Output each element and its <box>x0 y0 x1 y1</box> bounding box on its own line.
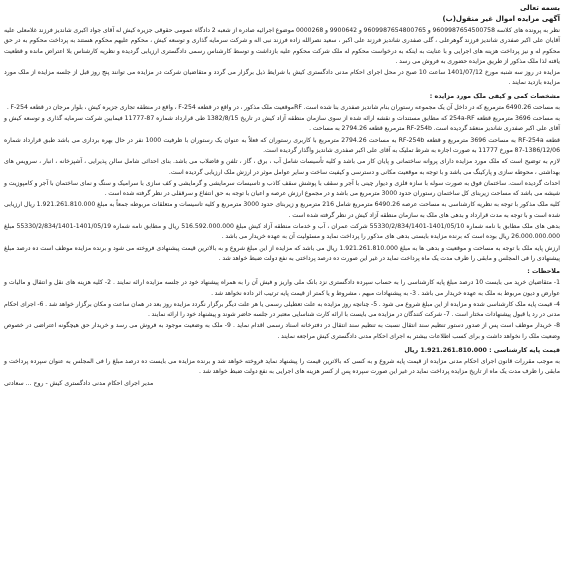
intro-paragraph: نظر به پرونده های کلاسه 9609987654500758 و 9609987654800765 و 9900642 و 0000268 موضوع اجرائیه صادره از شعبه 2 دادگاه عمومی حقوقی جزیره کیش له آقای جواد اکبری شاندیز فرزند غلامعلی علیه آقایان علی اکبر صفدری شاندیز فرزند گوهرعلی ، گلی صفدری شاندیز فرزند علی اکبر ، سعید نصرالله زاده فرزند نبی اله و شرکت سرمایه گذاری و توسعه کیش ، محکوم علیهم محکوم هستند به پرداخت محکوم به در حق محکوم له و نیز پرداخت هزینه های اجرایی و با عنایت به اینکه به درخواست محکوم له ملک شرکت محکوم علیه بازداشت و توسط کارشناس رسمی دادگستری ارزیابی گردیده و نظریه کارشناس بلا اعتراض مانده و قطعیت یافته لذا ملک مذکور از طریق مزایده حضوری به فروش می رسد . <box>4 27 560 65</box>
spec-paragraph-8: ارزش پایه ملک با توجه به مساحت و موقعیت و بدهی ها به مبلغ 1.921.261.810.000 ریال می باشد که مزایده از این مبلغ شروع و به بالاترین قیمت پیشنهادی فروخته می شود و برنده مزایده موظف است ده درصد مبلغ پیشنهادی را فی المجلس و مابقی را ظرف مدت یک ماه پرداخت نماید در غیر این صورت ده درصد پرداختی به نفع دولت ضبط خواهد شد . <box>4 244 560 262</box>
spec-paragraph-5: احداث گردیده است. ساختمان فوق به صورت سوله با سازه فلزی و دیوار چینی با آجر و سقف با پوشش سقف کاذب و تاسیسات سرمایشی و گرمایشی و کف سازی با سرامیک و سنگ و نمای ساختمان با آجر و کامپوزیت و شیشه می باشد که مساحت زیربنای کل ساختمان رستوران حدود 3000 مترمربع می باشد و در مجموع ارزش عرصه و اعیان با توجه به حق انتفاع و سرقفلی در نظر گرفته شده است . <box>4 179 560 198</box>
intro-paragraph-2: مزایده در روز سه شنبه مورخ 1401/07/12 ساعت 10 صبح در محل اجرای احکام مدنی دادگستری کیش با شرایط ذیل برگزار می گردد و متقاضیان شرکت در مزایده می توانند پنج روز قبل از جلسه مزایده از ملک مورد مزایده بازدید نمایند . <box>4 69 561 87</box>
note-paragraph-2: 4- قیمت پایه ملک کارشناسی شده و مزایده از این مبلغ شروع می شود . 5- چنانچه روز مزایده به علت تعطیلی رسمی یا هر علت دیگر برگزار نگردد مزایده روز بعد در همان ساعت و مکان برگزار خواهد شد . 6- اجرای احکام مدنی در رد یا قبول پیشنهادات مختار است . 7- شرکت کنندگان در مزایده می بایست با ارائه کارت شناسایی معتبر در جلسه حاضر شوند و پیشنهاد خود را ارائه نمایند . <box>4 300 560 319</box>
spec-paragraph-4: لازم به توضیح است که ملک مورد مزایده دارای پروانه ساختمانی و پایان کار می باشد و کلیه تأسیسات شامل آب ، برق ، گاز ، تلفن و فاضلاب می باشد. بنای احداثی شامل سالن پذیرایی ، آشپزخانه ، انبار ، سرویس های بهداشتی ، محوطه سازی و پارکینگ می باشد و با توجه به موقعیت مکانی و دسترسی و کیفیت ساخت و سایر عوامل موثر در ارزش ملک ارزیابی گردیده است. <box>4 158 560 176</box>
signature: مدیر اجرای احکام مدنی دادگستری کیش - روح ... سعادتی <box>4 379 154 387</box>
notice-subtitle: آگهی مزایده اموال غیر منقول(ب) <box>442 15 560 23</box>
base-value: قیمت پایه کارشناسی : 1.921.261.810.000 ریال <box>404 347 560 355</box>
note-paragraph-3: 8- خریدار موظف است پس از صدور دستور تنظیم سند انتقال نسبت به تنظیم سند انتقال در دفترخانه اسناد رسمی اقدام نماید . 9- ملک به وضعیت موجود به فروش می رسد و خریدار حق هیچگونه اعتراضی در خصوص وضعیت ملک را نخواهد داشت و برای کسب اطلاعات بیشتر به اجرای احکام مدنی دادگستری کیش مراجعه نمایند . <box>4 322 560 340</box>
notes-heading: ملاحظات : <box>527 268 560 276</box>
notice-title: بسمه تعالی <box>519 4 560 12</box>
spec-paragraph-3: قطعه RF-254a به مساحت 3696 مترمربع و قطعه RF-254b به مساحت 2794.26 مترمربع با کاربری رستوران که فعلاً به عنوان یک رستوران با ظرفیت 1000 نفر در حال بهره برداری می باشد طبق قرارداد شماره 1386/12/06-87 مورخ 11777 به صورت اجاره به شرط تملیک به آقای علی اکبر صفدری شاندیز واگذار گردیده است. <box>4 136 560 154</box>
spec-paragraph-2: به مساحت 3696 مترمربع قطعه 254a-RF که مطابق مستندات و نقشه ارائه شده از سوی سازمان منطقه آزاد کیش در تاریخ 1382/8/15 طی قرارداد شماره 87-11777 فیمابین شرکت سرمایه گذاری و توسعه کیش و آقای علی اکبر صفدری شاندیز منعقد گردیده است. RF-254b مترمربع قطعه 2794.26 به مساحت . <box>4 115 560 133</box>
spec-paragraph-7: بدهی های ملک مطابق با نامه شماره 1401/05/10-55330/2/834/1401 شرکت عمران ، آب و خدمات منطقه آزاد کیش مبلغ 516.592.000.000 ریال و مطابق نامه شماره 1401/05/19-55330/2/834/1401 مبلغ 26.000.000.000 ریال بوده است که برنده مزایده بایستی بدهی های مذکور را پرداخت نماید و مسئولیت آن به عهده خریدار می باشد . <box>4 223 561 241</box>
spec-paragraph-1: به مساحت 6490.26 مترمربع که در داخل آن یک مجموعه رستوران بنام شاندیز صفدری بنا شده است. RFموقعیت ملک مذکور ، در واقع در قطعه F-254 ، واقع در منطقه تجاری جزیره کیش ، بلوار مرجان در قطعه F-254 . <box>6 103 560 111</box>
footer-paragraph: به موجب مقررات قانون اجرای احکام مدنی مزایده از قیمت پایه شروع و به کسی که بالاترین قیمت را پیشنهاد نماید فروخته خواهد شد و برنده مزایده می بایست ده درصد مبلغ را فی المجلس به عنوان سپرده پرداخت و مابقی را ظرف مدت یک ماه از تاریخ مزایده پرداخت نماید در غیر این صورت سپرده پس از کسر هزینه های اجرایی به نفع دولت ضبط خواهد شد . <box>4 358 560 376</box>
specs-heading: مشخصات کمی و کیفی ملک مورد مزایده : <box>429 92 560 100</box>
note-paragraph-1: 1- متقاضیان خرید می بایست 10 درصد مبلغ پایه کارشناسی را به حساب سپرده دادگستری نزد بانک ملی واریز و فیش آن را به همراه پیشنهاد خود در جلسه مزایده ارائه نمایند . 2- کلیه هزینه های نقل و انتقال و مالیات و عوارض و دیون مربوط به ملک به عهده خریدار می باشد . 3- به پیشنهادات مبهم ، مشروط و یا کمتر از قیمت پایه ترتیب اثر داده نخواهد شد . <box>4 279 560 297</box>
spec-paragraph-6: کلیه ملک مذکور با توجه به نظریه کارشناسی به مساحت عرصه 6490.26 مترمربع شامل 216 مترمربع و زیربنای حدود 3000 مترمربع و کلیه تاسیسات و متعلقات مربوطه جمعاً به مبلغ 1.921.261.810.000 ریال ارزیابی شده است و با توجه به مدت قرارداد و بدهی های ملک به سازمان منطقه آزاد کیش در نظر گرفته شده است . <box>4 201 560 219</box>
